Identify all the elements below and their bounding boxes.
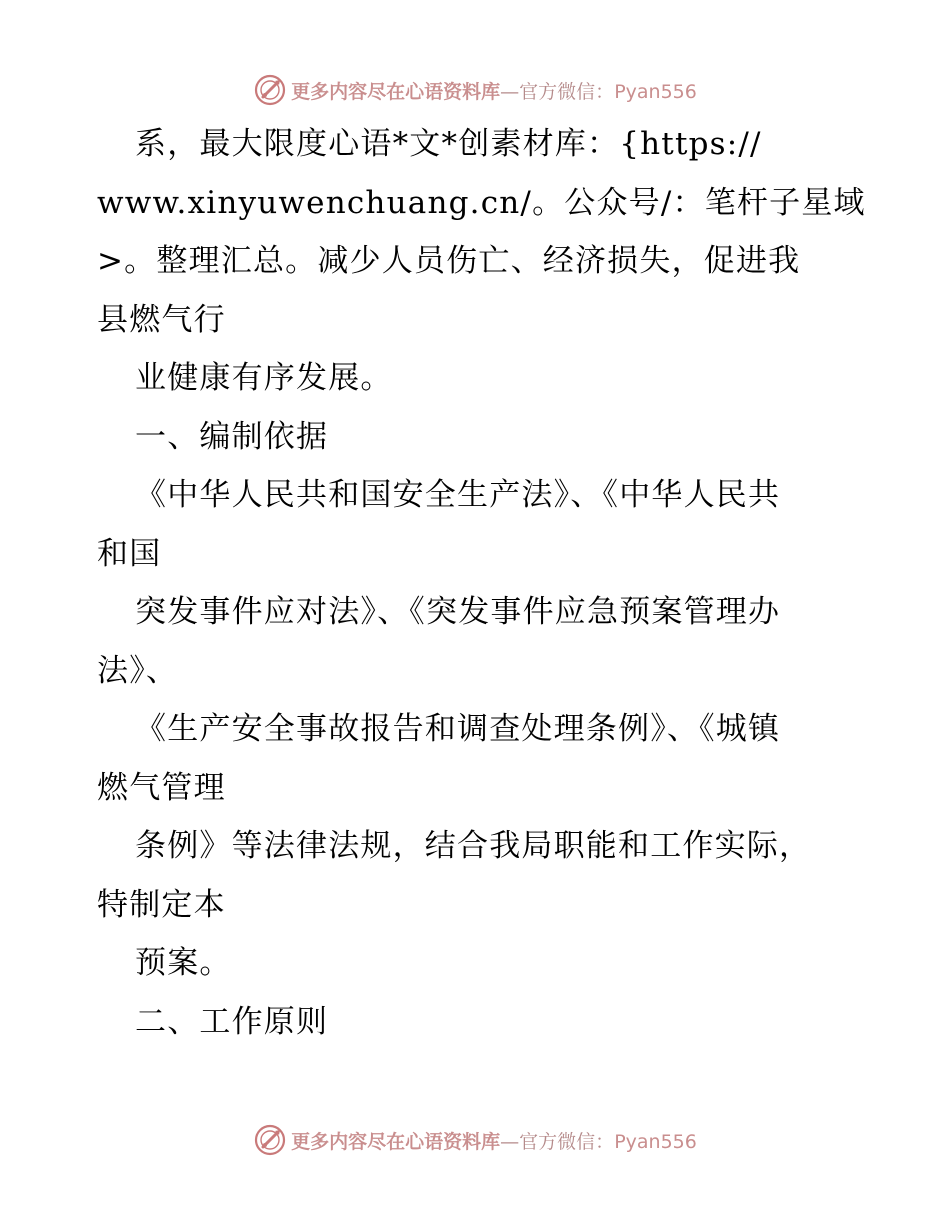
header-banner xyxy=(0,70,950,110)
doc-line: 条例》等法律法规，结合我局职能和工作实际， xyxy=(135,828,812,864)
doc-line: 《生产安全事故报告和调查处理条例》、《城镇 xyxy=(135,711,781,747)
brand-logo-icon xyxy=(253,73,287,107)
doc-line: 业健康有序发展。 xyxy=(135,360,393,396)
header-wechat-id: Pyan556 xyxy=(614,80,697,103)
header-separator: — xyxy=(500,80,520,103)
doc-line: 《中华人民共和国安全生产法》、《中华人民共 xyxy=(135,477,781,513)
footer-separator: — xyxy=(500,1130,520,1153)
header-brand-text: 更多内容尽在心语资料库 xyxy=(291,80,501,103)
doc-line: 燃气管理 xyxy=(97,769,226,806)
footer-wechat-label: 官方微信： xyxy=(519,1130,615,1153)
doc-line: 预案。 xyxy=(135,945,232,981)
doc-line: 县燃气行 xyxy=(97,301,226,338)
footer-banner xyxy=(0,1120,950,1160)
header-wechat-label: 官方微信： xyxy=(519,80,615,103)
footer-banner-text xyxy=(291,1127,697,1154)
header-banner-text xyxy=(291,77,697,104)
section-heading: 一、编制依据 xyxy=(135,418,329,455)
footer-brand-text: 更多内容尽在心语资料库 xyxy=(291,1130,501,1153)
doc-line: 特制定本 xyxy=(97,886,226,923)
doc-line: >。整理汇总。减少人员伤亡、经济损失，促进我 xyxy=(97,243,801,279)
footer-wechat-id: Pyan556 xyxy=(614,1130,697,1153)
section-heading: 二、工作原则 xyxy=(135,1003,329,1040)
doc-line: 突发事件应对法》、《突发事件应急预案管理办 xyxy=(135,594,781,630)
brand-logo-icon xyxy=(253,1123,287,1157)
doc-line: 法》、 xyxy=(97,652,179,689)
doc-line: 系，最大限度心语*文*创素材库：{https:// xyxy=(135,126,762,162)
doc-line: 和国 xyxy=(97,535,162,572)
document-body xyxy=(97,115,866,1051)
doc-line: www.xinyuwenchuang.cn/。公众号/：笔杆子星域 xyxy=(97,184,866,221)
